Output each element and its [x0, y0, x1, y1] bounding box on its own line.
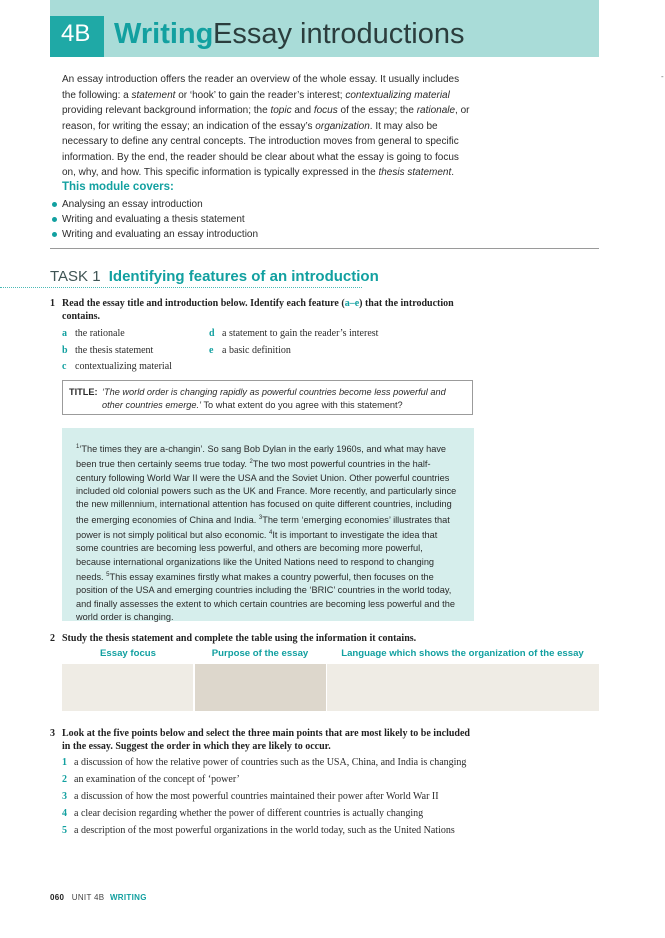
sentence-text: It is important to investigate the idea that some countries are becoming less powerful, and others are becoming more powerful, because international organizations like the United Nations need to respond to changing needs.	[76, 530, 438, 582]
intro-text: .	[451, 167, 455, 178]
sentence-number: 3	[258, 514, 263, 521]
feature-a: a the rationale	[62, 328, 125, 339]
intro-keyword: contextualizing material	[345, 89, 450, 101]
page-header	[50, 0, 599, 57]
question-number: 2	[50, 633, 55, 644]
essay-title-box	[62, 380, 473, 415]
intro-keyword: topic	[270, 105, 292, 116]
intro-text: providing relevant background information; the	[62, 105, 271, 116]
sentence-number: 1	[76, 444, 80, 450]
list-item: 1 a discussion of how the relative power of countries such as the USA, China, and India is changing	[62, 757, 467, 768]
essay-title-text: ‘The world order is changing rapidly as powerful countries become less powerful and other countries emerge.’ To what extent do you agree with this statement?	[102, 387, 446, 410]
task-title: Identifying features of an introduction	[108, 268, 379, 285]
table-header-focus: Essay focus	[100, 648, 156, 659]
bullet-icon	[52, 217, 57, 222]
section-name: Writing	[114, 18, 214, 50]
question-text: Study the thesis statement and complete the table using the information it contains.	[62, 633, 417, 644]
list-item: 3 a discussion of how the most powerful countries maintained their power after World War II	[62, 791, 439, 802]
question-text: Look at the five points below and select the three main points that are most likely to be included in the essay. Suggest the order in which they are likely to occur.	[62, 728, 470, 752]
feature-e: e a basic definition	[209, 345, 291, 356]
sentence-number: 2	[249, 459, 253, 466]
sentence-text: This essay examines firstly what makes a country powerful, then focuses on the position of the USA and emerging countries including the ‘BRIC’ countries in the world today, and finally assesses the extent to which certain countries are becoming less powerful and the world order is changing.	[76, 571, 455, 622]
intro-text: of the essay; the	[337, 105, 417, 116]
question-text: Read the essay title and introduction below. Identify each feature (a–e) that the introduction contains.	[62, 298, 454, 322]
question-number: 1	[50, 298, 55, 309]
title-label: TITLE:	[69, 387, 98, 397]
table-header-language: Language which shows the organization of the essay	[341, 648, 584, 659]
intro-text: . It may also be necessary to define any central concepts. The introduction moves from general to specific information. By the end, the reader should be clear about what the essay is going to focus on, why, and how. This specific information is typically expressed in the	[62, 120, 459, 178]
page-number: 060	[50, 893, 65, 902]
question-number: 3	[50, 728, 55, 739]
intro-text: An essay introduction offers the reader an overview of the whole essay. It usually includes the following: a	[62, 74, 460, 101]
question-1	[50, 297, 470, 323]
page-footer	[50, 893, 147, 902]
task-number: TASK 1	[50, 268, 101, 285]
sentence-number: 4	[269, 529, 273, 536]
intro-text: , or reason, for writing the essay; an indication of the essay’s	[62, 105, 470, 132]
intro-keyword: organization	[315, 120, 370, 132]
edge-mark: -	[661, 72, 664, 81]
footer-unit: UNIT 4B	[71, 893, 105, 902]
module-covers-list	[50, 197, 258, 242]
section-divider	[50, 248, 599, 249]
unit-code: 4B	[61, 20, 91, 47]
intro-text: or ‘hook’ to gain the reader’s interest;	[175, 89, 346, 101]
table-header-purpose: Purpose of the essay	[211, 648, 309, 659]
feature-b: b the thesis statement	[62, 345, 154, 356]
question-3	[50, 727, 480, 753]
list-item: 2 an examination of the concept of ‘power’	[62, 774, 240, 785]
question-2	[50, 632, 520, 645]
feature-d: d a statement to gain the reader’s interest	[209, 328, 379, 339]
essay-introduction-text	[76, 441, 460, 624]
intro-keyword: rationale	[416, 105, 456, 116]
table-cell-language[interactable]	[327, 664, 599, 711]
intro-keyword: thesis statement	[378, 167, 452, 178]
feature-c: c contextualizing material	[62, 361, 172, 372]
list-item: 4 a clear decision regarding whether the power of different countries is actually changing	[62, 808, 424, 819]
essay-introduction-box	[62, 428, 474, 621]
sentence-number: 5	[106, 571, 110, 578]
intro-text: and	[291, 105, 314, 116]
points-list	[62, 756, 472, 841]
intro-keyword: focus	[313, 105, 338, 116]
sentence-text: The two most powerful countries in the half-century following World War II were the USA and the Soviet Union. Other powerful countries included old colonial powers such as the UK and France. More recently, and particularly since the new millennium, international attention has focused on quite different countries, including the emerging economies of China and India.	[76, 459, 457, 525]
bullet-icon	[52, 232, 57, 237]
list-item: Writing and evaluating a thesis statement	[50, 212, 258, 227]
sentence-text: The term ‘emerging economies’ illustrates that power is not simply political but also economic.	[76, 514, 450, 541]
list-item: 5 a description of the most powerful organizations in the world today, such as the United Nations	[62, 825, 455, 836]
table-cell-focus[interactable]	[62, 664, 193, 711]
page-title: Essay introductions	[213, 18, 465, 50]
intro-paragraph	[62, 72, 474, 181]
footer-section: WRITING	[109, 893, 147, 902]
dotted-divider	[0, 287, 362, 288]
sentence-text: ‘The times they are a-changin’. So sang Bob Dylan in the early 1960s, and what may have been true then certainly seems true today.	[76, 444, 447, 470]
table-cell-purpose[interactable]	[195, 664, 326, 711]
intro-keyword: statement	[131, 89, 176, 101]
bullet-icon	[52, 202, 57, 207]
module-covers-title: This module covers:	[62, 181, 174, 193]
task-heading	[50, 268, 379, 285]
list-item: Analysing an essay introduction	[50, 197, 258, 212]
list-item: Writing and evaluating an essay introduction	[50, 227, 258, 242]
